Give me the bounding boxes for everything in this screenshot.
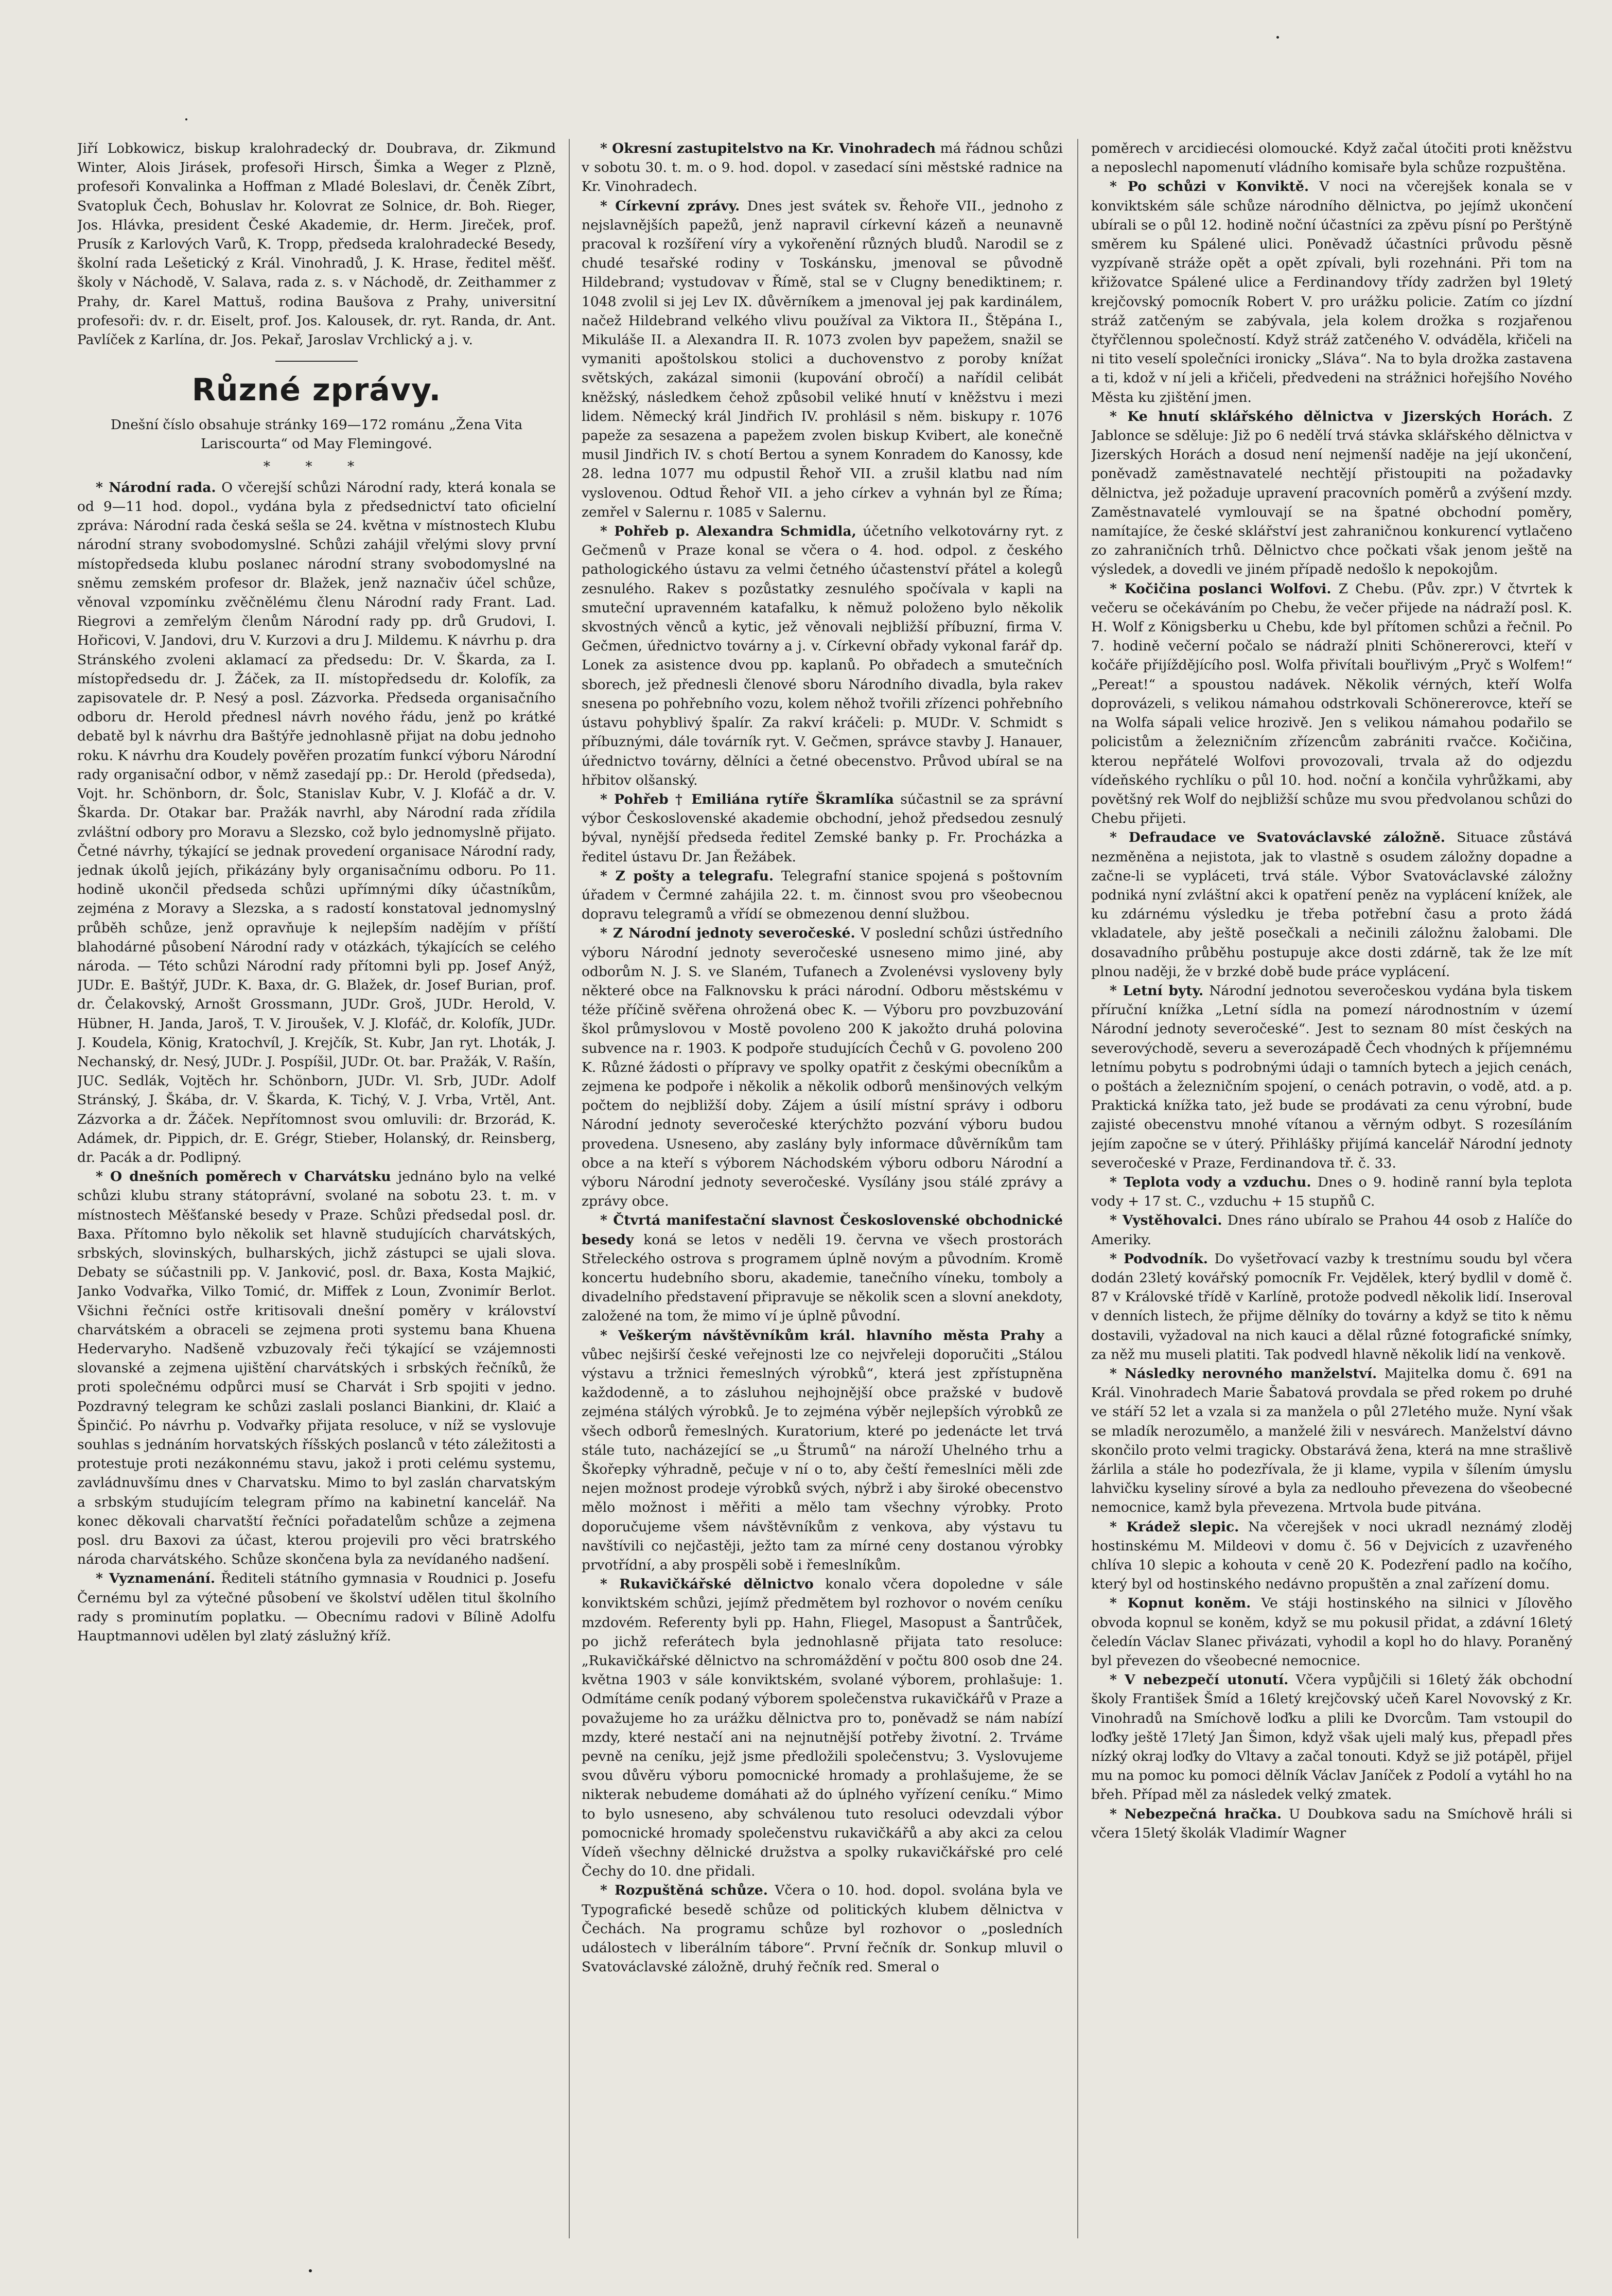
news-item-text: Včera vypůjčili si 16letý žák obchodní školy František Šmíd a 16letý krejčovský učeň Karel Novovský z Kr. Vinohradů na Smíchově loďku a plili ke Dvorcům. Tam vstoupil do loďky ještě 17letý Jan Šimon, když však ujeli malý kus, přepadl přes nízký okraj loďky do Vltavy a začal tonouti. Když se již potápěl, přijel mu na pomoc ku pomoci dělník Václav Janíček z Podolí a vytáhl ho na břeh. Případ měl za následek velký zmatek.: [1091, 1672, 1572, 1803]
newspaper-page: [77, 139, 1572, 2238]
news-item-text: poměrech v arcidiecési olomoucké. Když začal útočiti proti kněžstvu a neposlechl napomenutí vládního komisaře byla schůze rozpuštěna.: [1091, 140, 1572, 176]
news-item: [1091, 828, 1572, 981]
news-item-text: Z Jablonce se sděluje: Již po 6 nedělí trvá stávka sklářského dělnictva v Jizerských Horách a dosud není nejmenší naděje na její ukončení, poněvadž zaměstnavatelé nechtějí přistoupiti na požadavky dělnictva, jež požaduje upravení pracovních poměrů a zvýšení mzdy. Zaměstnavatelé vymlouvají se na špatné obchodní poměry, namítajíce, že české sklářství jest zahraničnou konkurencí vytlačeno zo zahraničních trhů. Dělnictvo chce počkati však jenom ještě na výsledek, a dovedli ve jiném případě nedošlo k nepokojům.: [1091, 408, 1572, 578]
news-item: [1091, 1594, 1572, 1670]
news-item-heading: * Okresní zastupitelstvo na Kr. Vinohradech: [600, 140, 936, 156]
news-item: [582, 1211, 1063, 1326]
news-item-text: koná se letos v neděli 19. června ve všech prostorách Střeleckého ostrova s programem úplně novým a původním. Kromě koncertu hudebního sboru, akademie, tanečního víneku, tomboly a divadelního představení připravuje se několik scen a slovní anekdoty, založené na tom, že mimo ví je úplně původní.: [582, 1231, 1063, 1324]
column-divider: [569, 139, 570, 2238]
news-item-text: Dnes o 9. hodině ranní byla teplota vody + 17 st. C., vzduchu + 15 stupňů C.: [1091, 1174, 1572, 1210]
news-item: [77, 1569, 556, 1646]
news-item-text: a vůbec nejširší české veřejnosti lze co nejvřeleji doporučiti „Stálou výstavu a tržnici řemeslných výrobků“, která jest zpřístupněna každodenně, a to zásluhou nejhojnější obce pražské v budově zejména stálých výrobků. Je to zejména výběr nejlepších výrobků ze všech odborů řemeslných. Kuratorium, které po jedenácte let trvá stále tuto, nacházející se „u Štrumů“ na nároží Uhelného trhu a Škořepky výhradně, pečuje v ní o to, aby čeští řemeslníci měli zde nejen možnost prodeje výrobků svých, nýbrž i aby široké obecenstvo mělo možnost i měřiti a mělo tam všechny výrobky. Proto doporučujeme všem návštěvníkům z venkova, aby výstavu tu navštívili co nejčastěji, ježto tam za mírné ceny dostanou výrobky prvotřídní, a aby prospěli sobě i řemeslníkům.: [582, 1327, 1063, 1574]
news-item-text: Ve stáji hostinského na silnici v Jílověho obvoda kopnul se koněm, když se mu pokusil přidat, a zdávní 16letý čeledín Václav Slanec přivázati, vyhodil a kopl ho do hlavy. Poraněný byl převezen do všeobecné nemocnice.: [1091, 1595, 1572, 1669]
section-title: Různé zprávy.: [191, 372, 442, 409]
news-item-text: V noci na včerejšek konala se v konviktském sále schůze národního dělnictva, po jejímž ukončení ubírali se o půl 12. hodině noční účastníci za zpěvu písní po Perštýně směrem ku Spálené ulici. Poněvadž účastníci průvodu pěsně vyzpívaně stráže opět a opět zpívali, byli rozehnáni. Při tom na křižovatce Spálené ulice a Ferdinandovy třídy zadržen byl 19letý krejčovský pomocník Robert V. pro urážku policie. Zatím co jízdní stráž zatčeným se zabývala, jela kolem drožka s rozjařenou čtyřčlennou společností. Když stráž zatčeného V. odváděla, křičeli na ni tito veselí společníci ironicky „Sláva“. Na to byla drožka zastavena a ti, kdož v ní jeli a křičeli, předvedeni na strážnici hořejšího Nového Města ku zjištění jmen.: [1091, 179, 1572, 405]
news-item: [77, 139, 556, 349]
news-item-heading: * Následky nerovného manželství.: [1110, 1366, 1377, 1382]
news-item-heading: * Po schůzi v Konviktě.: [1110, 179, 1309, 195]
news-item-text: O včerejší schůzi Národní rady, která konala se od 9—11 hod. dopol., vydána byla z předsednictví tato oficielní zpráva: Národní rada česká sešla se 24. května v místnostech Klubu národní strany svobodomyslné. Schůzi zahájil vřelými slovy první místopředseda klubu poslanec národní strany svobodomyslné na sněmu zemském profesor dr. Blažek, jenž naznačiv účel schůze, věnoval vzpomínku zvěčnělému členu Národní rady Frant. Lad. Riegrovi a zemřelým členům Národní rady pp. drů Grudovi, I. Hořicovi, V. Jandovi, dru V. Kurzovi a dru J. Mildemu. K návrhu p. dra Stránského zvoleni aklamací za předsedu: Dr. V. Škarda, za I. místopředsedu dr. J. Žáček, za II. místopředsedu dr. Kolofík, za zapisovatele dr. P. Nesý a posl. Zázvorka. Předseda organisačního odboru dr. Herold přednesl návrh nového řádu, jenž po krátké debatě byl k návrhu dra Baštýře jednohlasně přijat na dobu jednoho roku. K návrhu dra Koudely pověřen prozatím funkcí výboru Národní rady organisační odbor, v němž zasedají pp.: Dr. Herold (předseda), Vojt. hr. Schönborn, dr. Šolc, Stanislav Kubr, V. J. Klofáč a dr. V. Škarda. Dr. Otakar bar. Pražák navrhl, aby Národní rada zřídila zvláštní odbory pro Moravu a Slezsko, což bylo jednomyslně přijato. Četné návrhy, týkající se jednak provedení organisace Národní rady, jednak úkolů jejích, přikázány byly organisačnímu odboru. Po 11. hodině ukončil předseda schůzi upřímnými díky účastníkům, zejména z Moravy a Slezska, a s radostí konstatoval jednomyslný průběh schůze, jenž opravňuje k nejlepším nadějím v příští blahodárné působení Národní rady v otázkách, týkajících se celého národa. — Této schůzi Národní rady přítomni byli pp. Josef Anýž, JUDr. E. Baštýř, JUDr. K. Baxa, dr. G. Blažek, dr. Josef Burian, prof. dr. Čelakovský, Arnošt Grossmann, JUDr. Groš, JUDr. Herold, V. Hübner, H. Janda, Jaroš, T. V. Jiroušek, V. J. Klofáč, dr. Kolofík, JUDr. J. Koudela, König, Kratochvíl, J. Krejčík, St. Kubr, Jan ryt. Lhoták, J. Nechanský, dr. Nesý, JUDr. J. Pospíšil, JUDr. Ot. bar. Pražák, V. Rašín, JUC. Sedlák, Vojtěch hr. Schönborn, JUDr. Vl. Srb, JUDr. Adolf Stránský, J. Škába, dr. V. Škarda, K. Tichý, V. J. Vrba, Vrtěl, Ant. Zázvorka a dr. Žáček. Nepřítomnost svou omluvili: dr. Brzorád, K. Adámek, dr. Pippich, dr. E. Grégr, Stieber, Holanský, dr. Reinsberg, dr. Pacák a dr. Podlipný.: [77, 479, 556, 1165]
news-item-text: Situace zůstává nezměněna a nejistota, jak to vlastně s osudem záložny dopadne a začne-li se vypláceti, trvá stále. Výbor Svatováclavské záložny podniká nyní zvláštní akci k opatření peněz na vyplácení knížek, ale ku zdárnému výsledku je třeba potřební času a proto žádá vkladatele, aby ještě posečkali a nečinili záložnu žalobami. Dle dosavadního průběhu postupuje akce dosti zdárně, tak že lze mít plnou naději, že v brzké době bude práce vyplácení.: [1091, 829, 1572, 980]
news-item: [1091, 981, 1572, 1173]
news-item-text: účetního velkotovárny ryt. z Gečmenů v Praze konal se včera o 4. hod. odpol. z českého pathologického ústavu za velmi četného účastenství přátel a kolegů zesnulého. Rakev s pozůstatky zesnulého spočívala v kapli na smuteční upravenném katafalku, k němuž položeno bylo několik skvostných věnců a kytic, jež věnovali nejbližší příbuzní, firma V. Gečmen, úřednictvo továrny a j. v. Církevní obřady vykonal farář dp. Lonek za asistence dvou pp. kaplanů. Po obřadech a smutečních sborech, jež přednesli členové sboru Národního divadla, byla rakev snesena po pohřebního vozu, kolem něhož tvořili zřízenci pohřebního ústavu pohyblivý špalír. Za rakví kráčeli: p. MUDr. V. Schmidt s příbuznými, dále továrník ryt. V. Gečmen, správce stavby J. Hanauer, úřednictvo továrny, dělníci a četné obecenstvo. Průvod ubíral se na hřbitov olšanský.: [582, 523, 1063, 788]
news-item-text: Z Chebu. (Pův. zpr.) V čtvrtek k večeru se očekáváním po Chebu, že večer přijede na nádraží posl. K. H. Wolf z Königsberku u Chebu, kde byl přítomen schůzi a řečnil. Po 7. hodině večerní počalo se nádraží plniti Schönererovci, kteří v kočáře přijíždějícího posl. Wolfa přivítali bouřlivým „Pryč s Wolfem!“ „Pereat!“ a spoustou nadávek. Několik vérných, kteří Wolfa doprovázeli, s velikou námahou odstrkovali Schönererovce, kteří se na Wolfa sápali velice hrozivě. Jen s velikou námahou podařilo se policistům a železničním zřízencům zabrániti rvačce. Kočičina, kterou nepřátelé Wolfovi provozovali, trvala až do odjezdu vídeňského rychlíku o půl 10. hod. noční a končila vyhrůžkami, aby povětšný rek Wolf do nejbližší schůze mu svou předvolanou schůzi do Chebu přijeti.: [1091, 580, 1572, 827]
column-divider: [1077, 139, 1078, 2238]
news-item-heading: * Pohřeb p. Alexandra Schmidla,: [600, 523, 856, 540]
news-item-text: U Doubkova sadu na Smíchově hráli si včera 15letý školák Vladimír Wagner: [1091, 1806, 1572, 1841]
news-item: [1091, 177, 1572, 407]
news-item-text: súčastnil se za správní výbor Československé akademie obchodní, jehož předsedou zesnulý býval, nynější předseda ředitel Zemské banky p. Fr. Procházka a ředitel ústavu Dr. Jan Řežábek.: [582, 791, 1063, 865]
news-item-text: Včera o 10. hod. dopol. svolána byla ve Typografické besedě schůze od politických klubem dělnictva v Čechách. Na programu schůze byl rozhovor o „posledních událostech v liberálním tábore“. První řečník dr. Sonkup mluvil o Svatováclavské záložně, druhý řečník red. Smeral o: [582, 1882, 1063, 1975]
news-item-heading: * Kočičina poslanci Wolfovi.: [1110, 580, 1331, 597]
news-item: [77, 478, 556, 1167]
news-item: [582, 867, 1063, 924]
news-item-heading: * Rukavičkářské dělnictvo: [600, 1576, 814, 1593]
news-item: [1091, 1364, 1572, 1517]
column-3: [1091, 139, 1572, 2238]
news-item: [1091, 579, 1572, 828]
news-item-heading: * V nebezpečí utonutí.: [1110, 1672, 1289, 1688]
news-item-text: Telegrafní stanice spojená s poštovním úřadem v Čermné zahájila 22. t. m. činnost svou pro všeobecnou dopravu telegramů a vřídí se obmezenou denní službou.: [582, 868, 1063, 923]
news-item-heading: * Teplota vody a vzduchu.: [1110, 1174, 1311, 1190]
news-item-heading: * Defraudace ve Svatováclavské záložně.: [1110, 829, 1446, 846]
news-item-text: Jiří Lobkowicz, biskup kralohradecký dr. Doubrava, dr. Zikmund Winter, Alois Jirásek, profesoři Hirsch, Šimka a Weger z Plzně, profesoři Konvalinka a Hoffman z Mladé Boleslavi, dr. Čeněk Zíbrt, Svatopluk Čech, Bohuslav hr. Kolovrat ze Solnice, dr. Boh. Rieger, Jos. Hlávka, president České Akademie, dr. Herm. Jireček, prof. Prusík z Karlových Varů, K. Tropp, předseda kralohradecké Besedy, školní rada Lešetický z Král. Vinohradů, J. K. Hrase, ředitel měšť. školy v Náchodě, V. Salava, rada z. s. v Náchodě, dr. Zeithammer z Prahy, dr. Karel Mattuš, rodina Baušova z Prahy, universitní profesoři: dv. r. dr. Eiselt, prof. Jos. Kalousek, dr. ryt. Randa, dr. Ant. Pavlíček z Karlína, dr. Jos. Pekař, Jaroslav Vrchlický a j. v.: [77, 140, 556, 348]
news-item-heading: * Čtvrtá manifestační slavnost Československé obchodnické besedy: [582, 1212, 1063, 1248]
news-item: [1091, 139, 1572, 177]
news-item-heading: * Kopnut koněm.: [1110, 1595, 1251, 1612]
news-item: [1091, 1249, 1572, 1364]
news-item-text: jednáno bylo na velké schůzi klubu strany státoprávní, svolané na sobotu 23. t. m. v místnostech Měšťanské besedy v Praze. Schůzi předsedal posl. dr. Baxa. Přítomno bylo několik set hlavně studujících charvátských, srbských, slovinských, bulharských, jichž zástupci se ujali slova. Debaty se súčastnili pp. V. Janković, posl. dr. Baxa, Kosta Majkić, Janko Vodvařka, Vilko Tomić, dr. Miffek z Loun, Zvonimír Berlot. Všichni řečníci ostře kritisovali dnešní poměry v království charvátském a obraceli se zejmena proti systemu bana Khuena Hedervaryho. Nadšeně vzbuzovaly řeči týkající se vzájemnosti slovanské a zejmena ujištění charvátských i srbských řečníků, že proti společnému odpůrci musí se Charvát i Srb spojiti v jedno. Pozdravný telegram ke schůzi zaslali poslanci Biankini, dr. Klaić a Špinčić. Po návrhu p. Vodvařky přijata resoluce, v níž se vyslovuje souhlas s jednáním horvatských říšských poslanců v této záležitosti a protestuje proti nezákonnému stavu, jakož i proti celému systemu, zavládnuvšímu dnes v Charvatsku. Mimo to byl zaslán charvatským a srbským studujícím telegram přímo na kabinetní kancelář. Na konec děkovali charvatští řečníci pořadatelům schůze a zejmena posl. dru Baxovi za účast, kterou projevili pro věci bratrského národa charvátského. Schůze skončena byla za nevídaného nadšení.: [77, 1169, 556, 1568]
column-2: [582, 139, 1063, 2238]
news-item-heading: * Krádež slepic.: [1110, 1518, 1239, 1535]
news-item: [1091, 1805, 1572, 1843]
news-item: [1091, 1517, 1572, 1594]
news-item: [1091, 1211, 1572, 1249]
news-item-heading: * Vystěhovalci.: [1110, 1212, 1222, 1229]
news-item-text: Majitelka domu č. 691 na Král. Vinohradech Marie Šabatová provdala se před rokem po druhé ve stáří 52 let a vzala si za manžela o půl 27letého muže. Nyní však se mladík nerozumělo, a manželé žili v nesvárech. Manželství dávno skončilo proto velmi tragicky. Obstarává žena, která na mne strašlivě žárlila a stále ho podezřívala, že ji klame, vypila v šílením úmyslu lahvičku kyseliny sírové a byla za nedlouho převezena do všeobecné nemocnice, kamž byla převezena. Mrtvola bude pitvána.: [1091, 1366, 1572, 1516]
news-item: [582, 1575, 1063, 1881]
news-item-heading: * Pohřeb † Emiliána rytíře Škramlíka: [600, 791, 894, 807]
news-item-text: V poslední schůzi ústředního výboru Národní jednoty severočeské usneseno mimo jiné, aby odborům N. J. S. ve Slaném, Tufanech a Zvolenévsi vysloveny byly některé obce na Falknovsku k práci národní. Odboru městskému v téže příčině svěřena ohrožená obec K. — Výboru pro povzbuzování škol průmyslovou v Mostě povoleno 200 K jakožto druhá polovina subvence na r. 1903. K podpoře studujících Čechů v G. povoleno 200 K. Různé žádosti o přípravy ve spolky opatřit z českými obecníkům a zejmena ke podpoře i několik a několik odborů menšinových velkým počtem do nejbližší doby. Zájem a úsilí místní správy i odboru Národní jednoty severočeské kterýchžto pozvání výboru budou provedena. Usneseno, aby zaslány byly informace důvěrníkům tam obce a na kteří s výborem Náchodském výboru odboru Národní a výboru Národní jednoty severočeské. Vysílány jsou stálé zprávy a zprávy obce.: [582, 925, 1063, 1210]
news-item: [582, 1326, 1063, 1575]
news-item: [1091, 407, 1572, 579]
asterism: * * *: [263, 458, 370, 474]
news-item-heading: * Ke hnutí sklářského dělnictva v Jizerských Horách.: [1110, 408, 1553, 425]
news-item-text: Dnes ráno ubíralo se Prahou 44 osob z Halíče do Ameriky.: [1091, 1212, 1572, 1248]
news-item-text: konalo včera dopoledne v sále konviktském schůzi, jejímž předmětem byl rozhovor o novém ceníku mzdovém. Referenty byli pp. Hahn, Fliegel, Masopust a Šantrůček, po jichž referátech byla jednohlasně přijata tato resoluce: „Rukavičkářské dělnictvo na schromáždění v počtu 800 osob dne 24. května 1903 v sále konviktském, svolané výborem, prohlašuje: 1. Odmítáme ceník podaný výborem společenstva rukavičkářů v Praze a považujeme ho za urážku dělnictva pro to, poněvadž se nám nabízí mzdy, které nestačí ani na nejnutnější potřeby životní. 2. Trváme pevně na ceníku, jejž jsme předložili společenstvu; 3. Vyslovujeme svou důvěru výboru pomocnické hromady a prohlašujeme, že se nikterak nebudeme domáhati až do úplného vyřízení ceníku.“ Mimo to bylo usneseno, aby schválenou tuto resoluci odevzdali výbor pomocnické hromady společenstvu rukavičkářů a aby akci za celou Vídeň všechny dělnické družstva a spolky rukavičkářské pro celé Čechy do 10. dne přidali.: [582, 1576, 1063, 1880]
section-rule: [275, 361, 358, 362]
news-item-text: má řádnou schůzi v sobotu 30. t. m. o 9. hod. dopol. v zasedací síni městské radnice na Kr. Vinohradech.: [582, 140, 1063, 195]
news-item-heading: * Veškerým návštěvníkům král. hlavního města Prahy: [600, 1327, 1044, 1344]
news-item-text: Řediteli státního gymnasia v Roudnici p. Josefu Černému byl za výtečné působení ve školství udělen titul školního rady s prominutím poplatku. — Obecnímu radovi v Bílině Adolfu Hauptmannovi udělen byl zlatý záslužný kříž.: [77, 1570, 556, 1645]
serial-notice: Dnešní číslo obsahuje stránky 169—172 románu „Žena Vita Lariscourta“ od May Flemingové.: [110, 417, 523, 452]
news-item-text: Dnes jest svátek sv. Řehoře VII., jednoho z nejslavnějších papežů, jenž napravil církevní kázeň a neunavně pracoval k rozšíření víry a vykořenění různých bludů. Narodil se z chudé tesařské rodiny v Toskánsku, jmenoval se původně Hildebrand; vystudovav v Římě, stal se v Clugny benediktinem; r. 1048 zvolil si jej Lev IX. důvěrníkem a jmenoval jej pak kardinálem, načež Hildebrand velkého vlivu používal za Viktora II., Štěpána I., Mikuláše II. a Alexandra II. R. 1073 zvolen byv papežem, snažil se vymaniti apoštolskou stolici a duchovenstvo z poroby knížat světských, zakázal simonii (kupování obročí) a nařídil celibát kněžský, následkem čehož způsobil veliké hnutí v kněžstvu i mezi lidem. Německý král Jindřich IV. prohlásil s něm. biskupy r. 1076 papeže za sesazena a papežem zvolen biskup Kvibert, ale konečně musil Jindřich IV. s chotí Bertou a synem Konradem do Kanossy, kde 28. ledna 1077 mu odpustil Řehoř VII. a zrušil klatbu nad ním vyslovenou. Odtud Řehoř VII. a jeho církev a vyhnán byl ze Říma; zemřel v Salernu r. 1085 v Salernu.: [582, 198, 1063, 520]
news-item: [582, 924, 1063, 1211]
news-item: [582, 790, 1063, 867]
paper-speck: [1276, 36, 1279, 39]
news-item-heading: * Podvodník.: [1110, 1250, 1208, 1267]
news-item: [77, 1167, 556, 1569]
news-item: [1091, 1670, 1572, 1804]
news-item: [582, 1881, 1063, 1976]
news-item: [582, 139, 1063, 197]
news-item-heading: * Vyznamenání.: [96, 1570, 216, 1587]
news-item-heading: * Z Národní jednoty severočeské.: [600, 925, 855, 942]
news-item-heading: * Nebezpečná hračka.: [1110, 1806, 1282, 1822]
news-item-heading: * Letní byty.: [1110, 982, 1204, 999]
news-item-heading: * O dnešních poměrech v Charvátsku: [96, 1169, 391, 1185]
news-item-heading: * Církevní zprávy.: [600, 198, 740, 214]
news-item-text: Na včerejšek v noci ukradl neznámý zloděj hostinskému M. Mildeovi v domu č. 56 v Dejvicích z uzavřeného chlíva 10 slepic a kohouta v ceně 20 K. Podezření padlo na kočího, který byl od hostinského nedávno propuštěn a znal zařízení domu.: [1091, 1518, 1572, 1593]
news-item-text: Národní jednotou severočeskou vydána byla tiskem příruční knížka „Letní sídla na pomezí národnostním v území Národní jednoty severočeské“. Jest to seznam 80 míst českých na severovýchodě, severu a severozápadě Čech vhodných k příjemnému letnímu pobytu s podrobnými údaji o tamních bytech a jejich cenách, o poštách a železničním spojení, o cenách potravin, o vodě, atd. a p. Praktická knížka tato, jež bude se prodávati za cenu výrobní, bude zajisté obecenstvu mnohé vítanou a věrným odbyt. S rozesíláním jejím započne se v úterý. Přihlášky přijímá kancelář Národní jednoty severočeské v Praze, Ferdinandova tř. č. 33.: [1091, 982, 1572, 1171]
news-item: [582, 197, 1063, 522]
paper-speck: [309, 2269, 312, 2272]
news-item-heading: * Z pošty a telegrafu.: [600, 868, 774, 884]
news-item-text: Do vyšetřovací vazby k trestnímu soudu byl včera dodán 23letý kovářský pomocník Fr. Vejdělek, který bydlil v domě č. 87 v Královské třídě v Karlíně, protože podvedl několik lidí. Inseroval v denních listech, že přijme dělníky do továrny a když se tito k němu dostavili, vyžadoval na nich kauci a dělal různé fotografické snímky, za něž mu museli platiti. Tak podvedl hlavně několik lidí na venkově.: [1091, 1250, 1572, 1363]
news-item-heading: * Rozpuštěná schůze.: [600, 1882, 768, 1899]
news-item: [582, 522, 1063, 790]
paper-speck: [185, 118, 187, 120]
column-1: [77, 139, 556, 2238]
news-item: [1091, 1173, 1572, 1211]
news-item-heading: * Národní rada.: [96, 479, 216, 496]
